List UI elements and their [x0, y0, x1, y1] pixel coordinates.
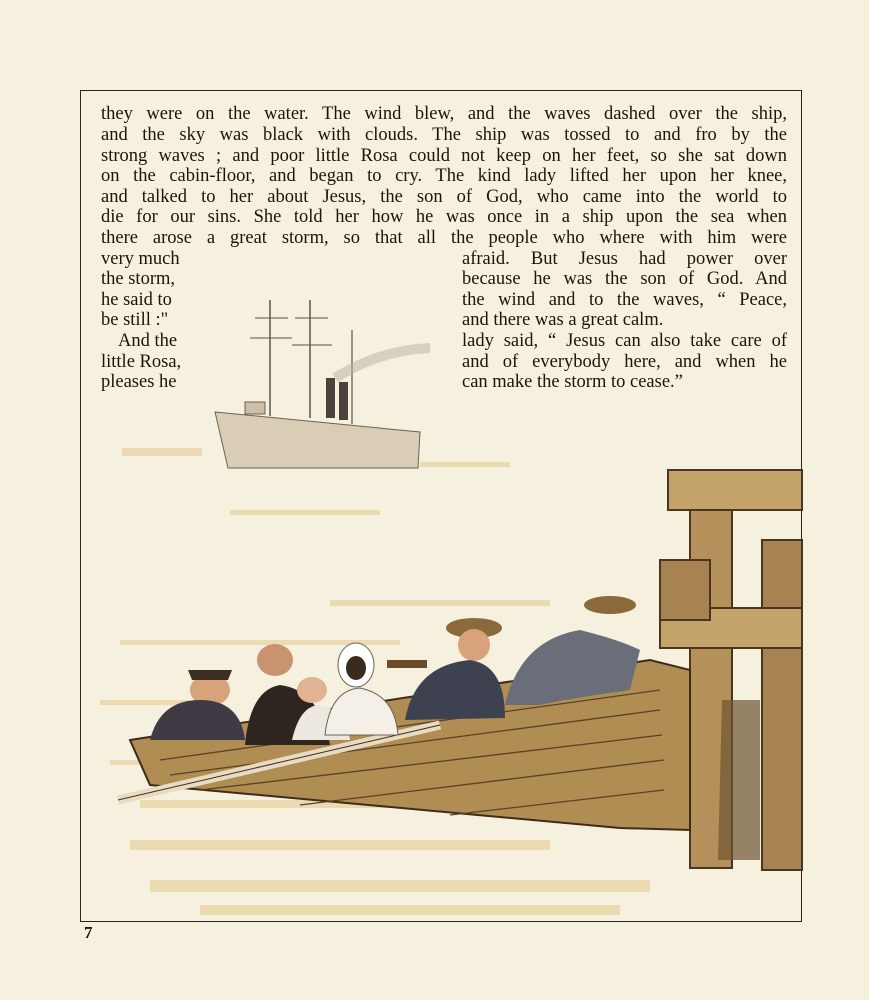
text-line-right: the wind and to the waves, “ Peace,	[462, 290, 787, 310]
text-line-left: be still :"	[101, 310, 169, 330]
text-line: and talked to her about Jesus, the son of God, who came into the world to	[101, 187, 787, 207]
text-line-left: little Rosa,	[101, 352, 182, 372]
text-line-right: and of everybody here, and when he	[462, 352, 787, 372]
text-line-right: can make the storm to cease.”	[462, 372, 683, 392]
text-line-left: he said to	[101, 290, 172, 310]
page-number: 7	[84, 923, 93, 942]
text-line: there arose a great storm, so that all the people who where with him were	[101, 228, 787, 248]
text-line: they were on the water. The wind blew, and the waves dashed over the ship,	[101, 104, 787, 124]
text-line: on the cabin-floor, and began to cry. The kind lady lifted her upon her knee,	[101, 166, 787, 186]
text-line: strong waves ; and poor little Rosa could not keep on her feet, so she sat down	[101, 146, 787, 166]
text-line-right: afraid. But Jesus had power over	[462, 249, 787, 269]
steamship	[215, 300, 430, 468]
text-line-left: very much	[101, 249, 180, 269]
text-line-left: the storm,	[101, 269, 175, 289]
text-line-right: lady said, “ Jesus can also take care of	[462, 331, 787, 351]
text-line-right: and there was a great calm.	[462, 310, 664, 330]
text-line-left: And the	[118, 331, 178, 351]
text-line-right: because he was the son of God. And	[462, 269, 787, 289]
text-line: die for our sins. She told her how he was once in a ship upon the sea when	[101, 207, 787, 227]
text-line-left: pleases he	[101, 372, 177, 392]
text-line: and the sky was black with clouds. The ship was tossed to and fro by the	[101, 125, 787, 145]
